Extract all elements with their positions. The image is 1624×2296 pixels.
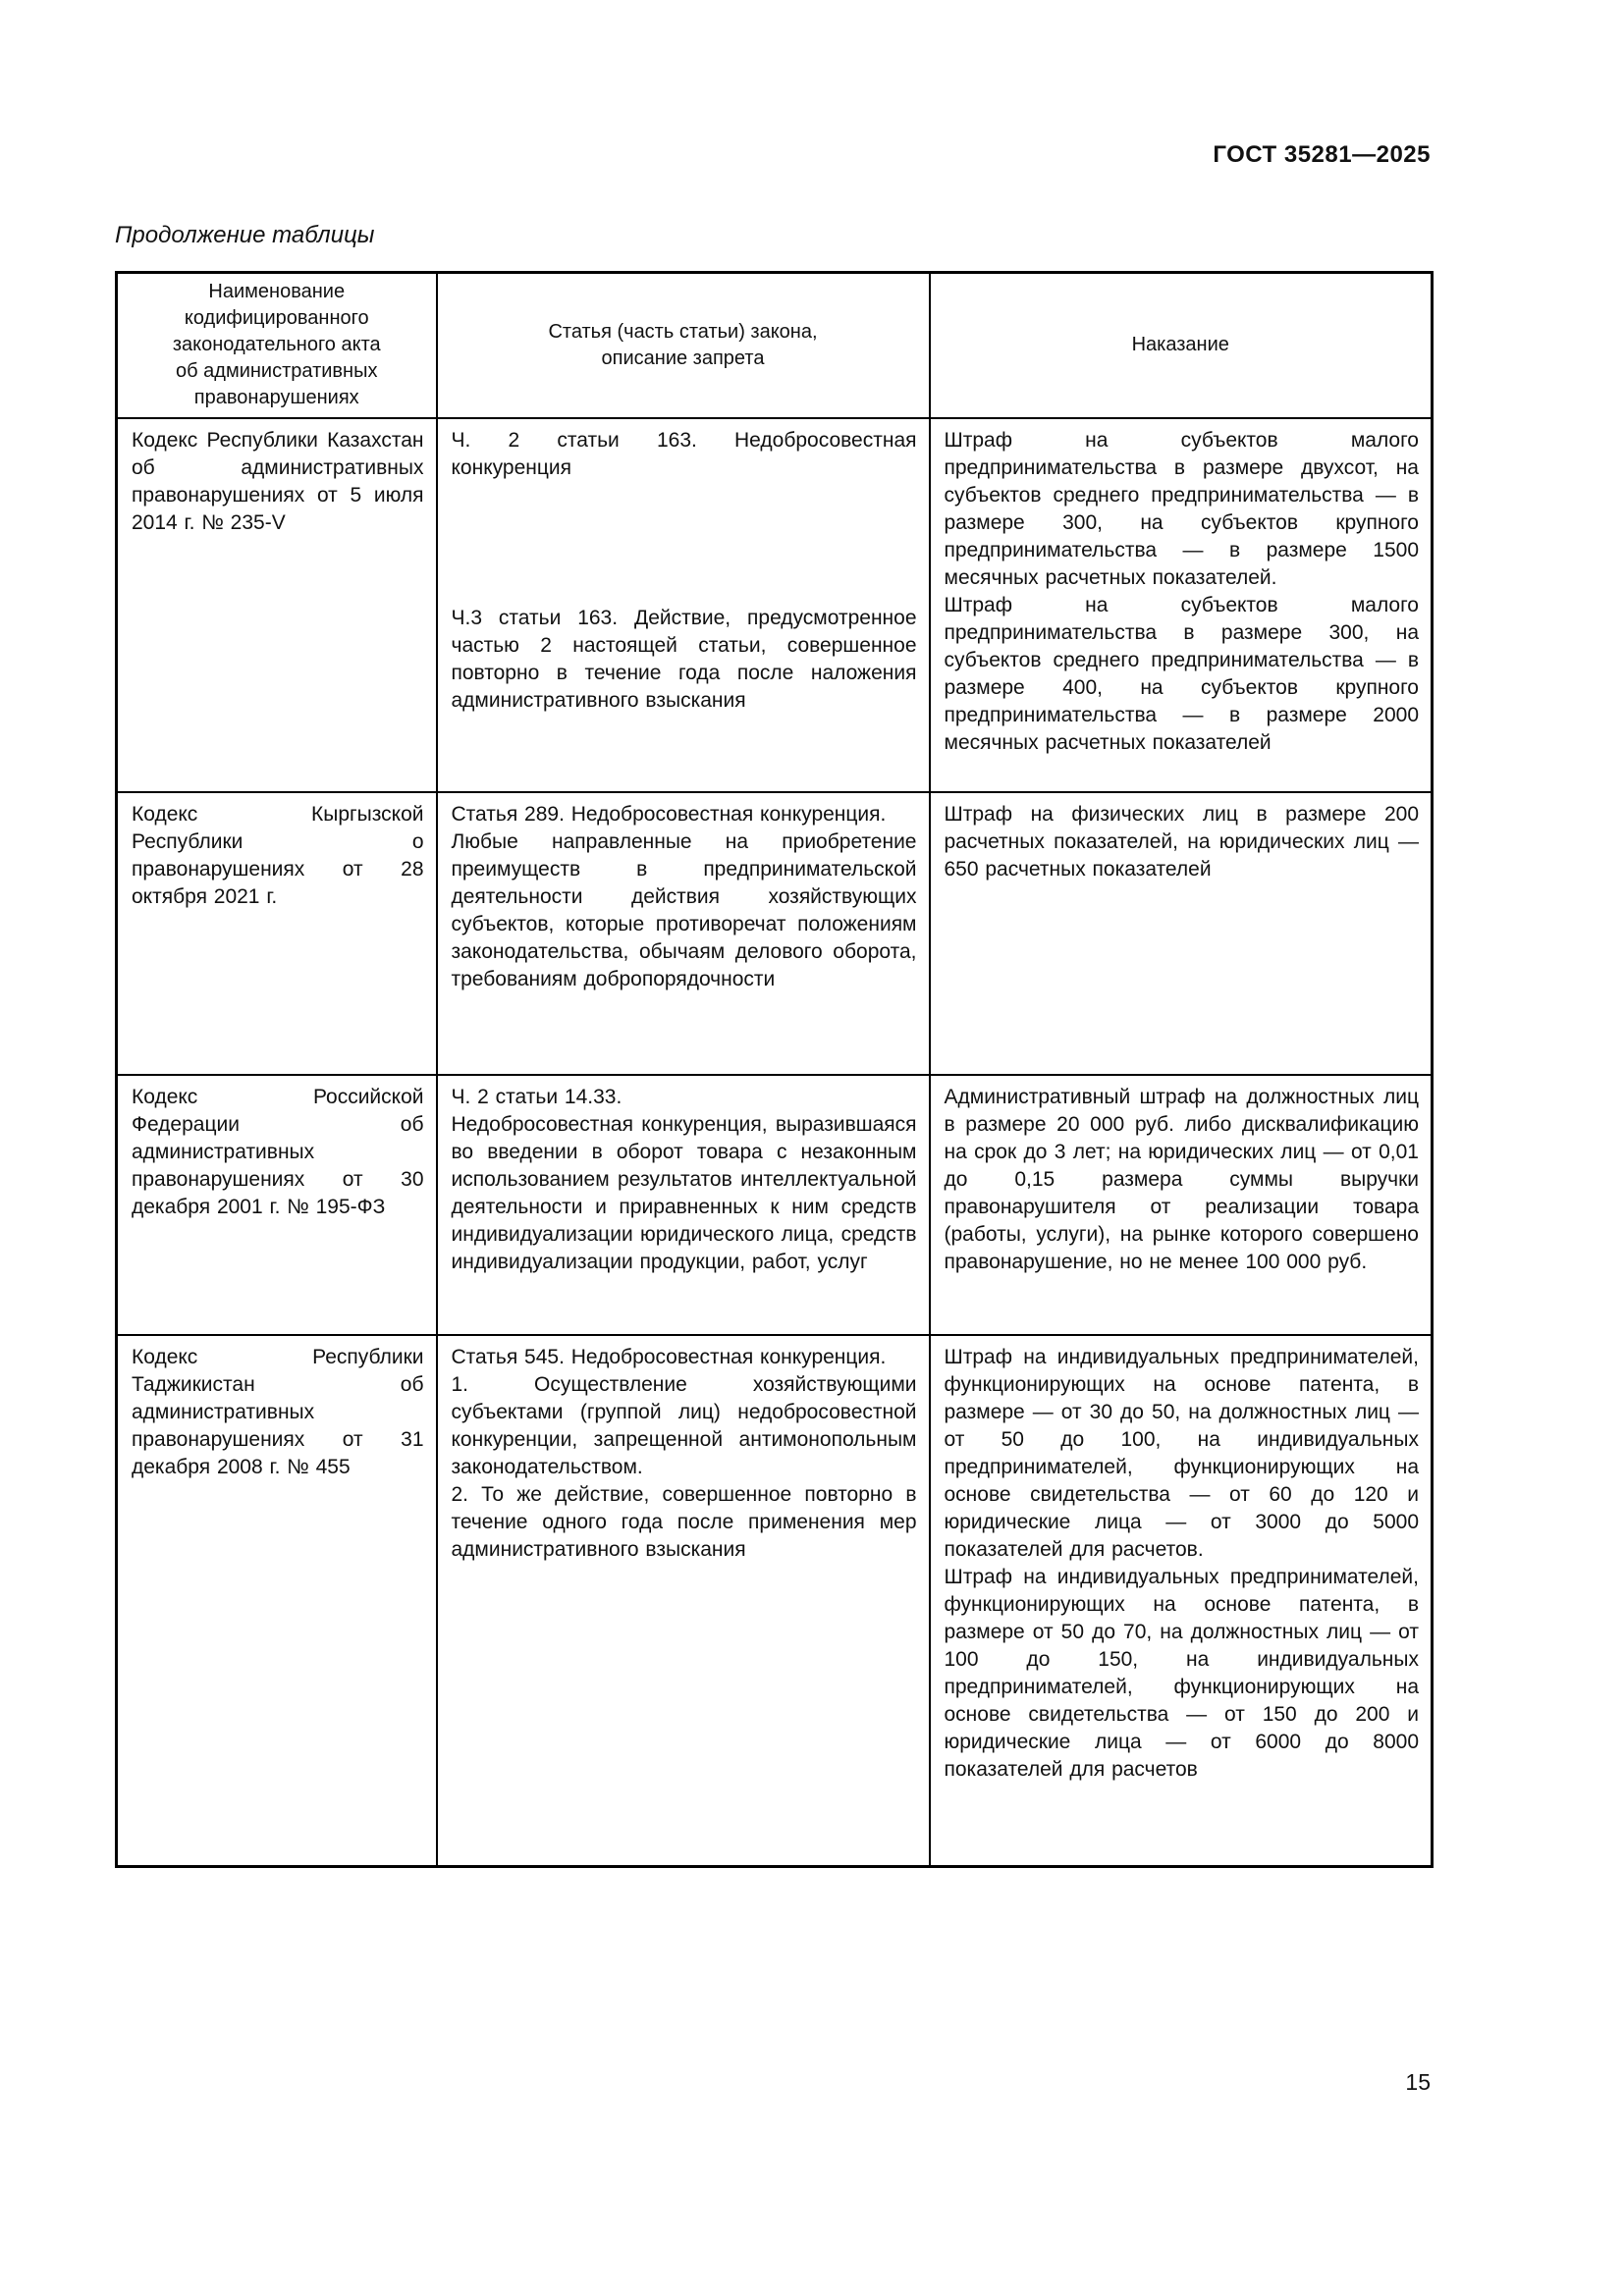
header-act-column — [117, 273, 437, 418]
punishment-paragraph: Штраф на субъектов малого предпринимательства в размере 300, на субъектов среднего предпринимательства — в размере 400, на субъектов крупного предпринимательства — в размере 2000 месячных расчетных показателей — [944, 593, 1419, 754]
article-cell — [437, 418, 930, 792]
act-text: Кодекс Республики Таджикистан об административных правонарушениях от 31 декабря 2008 г. № 455 — [132, 1345, 424, 1478]
act-cell — [117, 792, 437, 1075]
act-text: Кодекс Кыргызской Республики о правонарушениях от 28 октября 2021 г. — [132, 802, 424, 908]
table-header-row — [117, 273, 1433, 418]
article-paragraph: 2. То же действие, совершенное повторно в течение одного года после применения мер административного взыскания — [451, 1482, 917, 1561]
punishment-paragraph: Штраф на субъектов малого предпринимательства в размере двухсот, на субъектов среднего предпринимательства — в размере 300, на субъектов крупного предпринимательства — в размере 1500 месячных расчетных показателей. — [944, 428, 1419, 589]
table-row — [117, 1075, 1433, 1335]
act-text: Кодекс Республики Казахстан об административных правонарушениях от 5 июля 2014 г. № 235-V — [132, 428, 424, 534]
article-paragraph: Ч.3 статьи 163. Действие, предусмотренное частью 2 настоящей статьи, совершенное повторно в течение года после наложения административного взыскания — [451, 606, 917, 712]
header-article-column — [437, 273, 930, 418]
header-article-label: Статья (часть статьи) закона, описание запрета — [548, 320, 818, 369]
article-cell — [437, 1075, 930, 1335]
law-table — [115, 271, 1434, 1868]
act-cell — [117, 418, 437, 792]
table-row — [117, 1335, 1433, 1867]
act-cell — [117, 1075, 437, 1335]
punishment-cell — [930, 792, 1433, 1075]
punishment-paragraph: Административный штраф на должностных лиц в размере 20 000 руб. либо дисквалификацию на срок до 3 лет; на юридических лиц — от 0,01 до 0,15 размера суммы выручки правонарушителя от реализации товара (работы, услуги), на рынке которого совершено правонарушение, но не менее 100 000 руб. — [944, 1085, 1419, 1273]
article-cell — [437, 792, 930, 1075]
act-text: Кодекс Российской Федерации об административных правонарушениях от 30 декабря 2001 г. № 195-ФЗ — [132, 1085, 424, 1218]
article-paragraph: Ч. 2 статьи 14.33. — [451, 1085, 623, 1108]
article-paragraph: 1. Осуществление хозяйствующими субъектами (группой лиц) недобросовестной конкуренции, запрещенной антимонопольным законодательством. — [451, 1372, 917, 1478]
article-paragraph: Недобросовестная конкуренция, выразившаяся во введении в оборот товара с незаконным использованием результатов интеллектуальной деятельности и приравненных к ним средств индивидуализации юридического лица, средств индивидуализации продукции, работ, услуг — [451, 1112, 917, 1273]
article-paragraph: Статья 289. Недобросовестная конкуренция. — [451, 802, 887, 826]
punishment-paragraph: Штраф на физических лиц в размере 200 расчетных показателей, на юридических лиц — 650 расчетных показателей — [944, 802, 1419, 881]
header-punishment-column — [930, 273, 1433, 418]
table-row — [117, 418, 1433, 792]
punishment-cell — [930, 1335, 1433, 1867]
punishment-cell — [930, 418, 1433, 792]
page-number: 15 — [1405, 2069, 1431, 2095]
article-paragraph: Статья 545. Недобросовестная конкуренция. — [451, 1345, 887, 1368]
punishment-paragraph: Штраф на индивидуальных предпринимателей, функционирующих на основе патента, в размере от 50 до 70, на должностных лиц — от 100 до 150, на индивидуальных предпринимателей, функционирующих на основе свидетельства — от 150 до 200 и юридические лица — от 6000 до 8000 показателей для расчетов — [944, 1565, 1419, 1781]
article-cell — [437, 1335, 930, 1867]
article-paragraph: Любые направленные на приобретение преимуществ в предпринимательской деятельности действия хозяйствующих субъектов, которые противоречат положениям законодательства, обычаям делового оборота, требованиям добропорядочности — [451, 829, 917, 990]
table-row — [117, 792, 1433, 1075]
header-act-label: Наименование кодифицированного законодательного акта об административных правонарушениях — [172, 281, 381, 409]
article-paragraph: Ч. 2 статьи 163. Недобросовестная конкуренция — [451, 428, 917, 479]
header-punishment-label: Наказание — [1131, 334, 1229, 356]
punishment-paragraph: Штраф на индивидуальных предпринимателей, функционирующих на основе патента, в размере — от 30 до 50, на должностных лиц — от 50 до 100, на индивидуальных предпринимателей, функционирующих на основе свидетельства — от 60 до 120 и юридические лица — от 3000 до 5000 показателей для расчетов. — [944, 1345, 1419, 1561]
punishment-cell — [930, 1075, 1433, 1335]
act-cell — [117, 1335, 437, 1867]
document-code: ГОСТ 35281—2025 — [1213, 141, 1431, 168]
table-continuation-label: Продолжение таблицы — [115, 222, 375, 248]
